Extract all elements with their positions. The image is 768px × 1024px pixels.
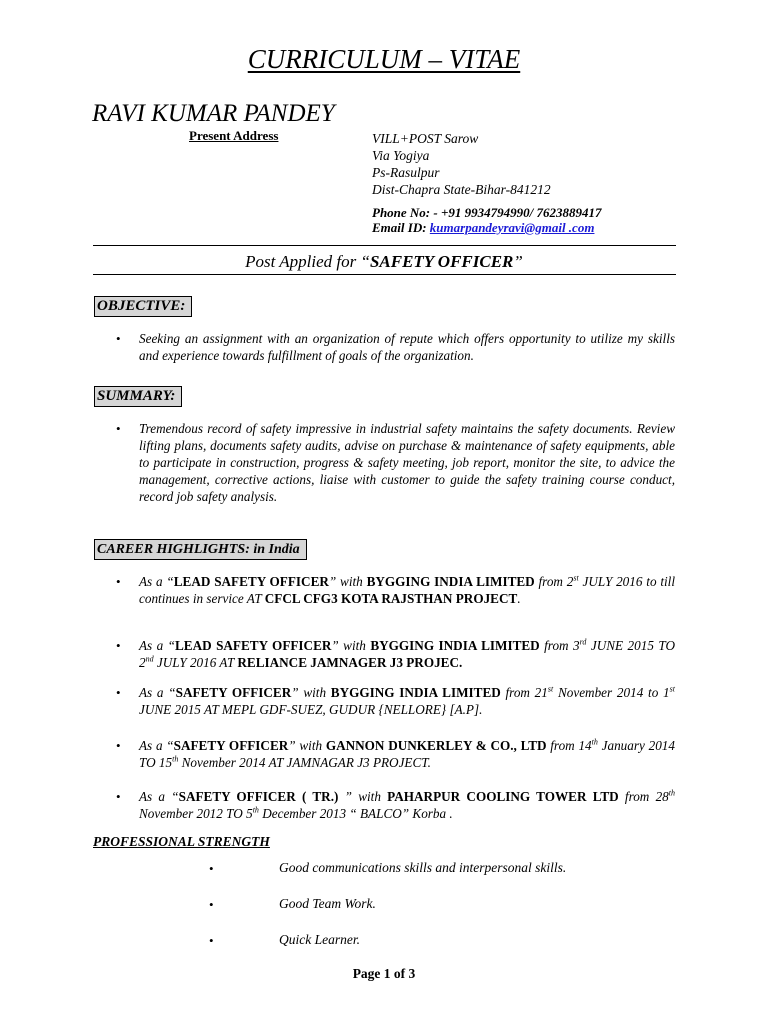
- present-address-label: Present Address: [189, 128, 279, 143]
- objective-text: Seeking an assignment with an organization of repute which offers opportunity to utilize my skills and experience towards fulfillment of goals of the organization.: [139, 331, 675, 363]
- career-item: As a “SAFETY OFFICER ( TR.) ” with PAHARPUR COOLING TOWER LTD from 28th November 2012 TO 5th December 2013 “ BALCO” Korba .: [139, 788, 675, 821]
- email-label: Email ID:: [372, 220, 430, 235]
- bullet: •: [209, 861, 214, 876]
- candidate-name: RAVI KUMAR PANDEY: [92, 100, 335, 127]
- phone-row: [372, 205, 602, 221]
- objective-heading: OBJECTIVE:: [94, 296, 192, 317]
- bullet: •: [116, 421, 121, 436]
- summary-text: Tremendous record of safety impressive in industrial safety maintains the safety documents. Review lifting plans, documents safety audits, advise on purchase & maintenance of safety equipments, able to participate in construction, progress & safety meeting, job report, monitor the site, to advice the management, corrective actions, liaise with customer to guide the safety training course conduct, record job safety analysis.: [139, 421, 675, 504]
- address-line: Via Yogiya: [372, 148, 430, 163]
- post-title: SAFETY OFFICER: [369, 252, 514, 271]
- bullet: •: [116, 331, 121, 346]
- career-item: As a “SAFETY OFFICER” with GANNON DUNKERLEY & CO., LTD from 14th January 2014 TO 15th November 2014 AT JAMNAGAR J3 PROJECT.: [139, 737, 675, 770]
- email-row: [372, 220, 594, 236]
- page-number: Page 1 of 3: [352, 966, 416, 981]
- summary-heading: SUMMARY:: [94, 386, 182, 407]
- divider-line: [93, 274, 676, 275]
- bullet: •: [116, 685, 121, 700]
- bullet: •: [116, 789, 121, 804]
- address-line: Ps-Rasulpur: [372, 165, 440, 180]
- bullet: •: [116, 738, 121, 753]
- address-line: Dist-Chapra State-Bihar-841212: [372, 182, 551, 197]
- address-line: VILL+POST Sarow: [372, 131, 479, 146]
- career-item: As a “LEAD SAFETY OFFICER” with BYGGING INDIA LIMITED from 3rd JUNE 2015 TO 2nd JULY 2016 AT RELIANCE JAMNAGER J3 PROJEC.: [139, 637, 675, 670]
- phone-label: Phone No: -: [372, 205, 441, 220]
- bullet: •: [209, 933, 214, 948]
- post-prefix: Post Applied for “: [245, 252, 370, 271]
- career-item: As a “SAFETY OFFICER” with BYGGING INDIA LIMITED from 21st November 2014 to 1st JUNE 2015 AT MEPL GDF-SUEZ, GUDUR {NELLORE} [A.P].: [139, 684, 675, 717]
- phone-value: +91 9934794990/ 7623889417: [440, 205, 602, 220]
- bullet: •: [116, 574, 121, 589]
- strength-item: Good communications skills and interpersonal skills.: [279, 860, 567, 875]
- post-suffix: ”: [513, 252, 523, 271]
- post-applied: [0, 252, 768, 272]
- bullet: •: [209, 897, 214, 912]
- bullet: •: [116, 638, 121, 653]
- email-link[interactable]: kumarpandeyravi@gmail .com: [429, 220, 595, 235]
- career-heading: CAREER HIGHLIGHTS: in India: [94, 539, 307, 560]
- professional-strength-heading: PROFESSIONAL STRENGTH: [93, 834, 270, 849]
- strength-item: Good Team Work.: [279, 896, 376, 911]
- strength-item: Quick Learner.: [279, 932, 360, 947]
- career-item: As a “LEAD SAFETY OFFICER” with BYGGING INDIA LIMITED from 2st JULY 2016 to till continues in service AT CFCL CFG3 KOTA RAJSTHAN PROJECT.: [139, 573, 675, 606]
- divider-line: [93, 245, 676, 246]
- document-title: CURRICULUM – VITAE: [247, 44, 521, 74]
